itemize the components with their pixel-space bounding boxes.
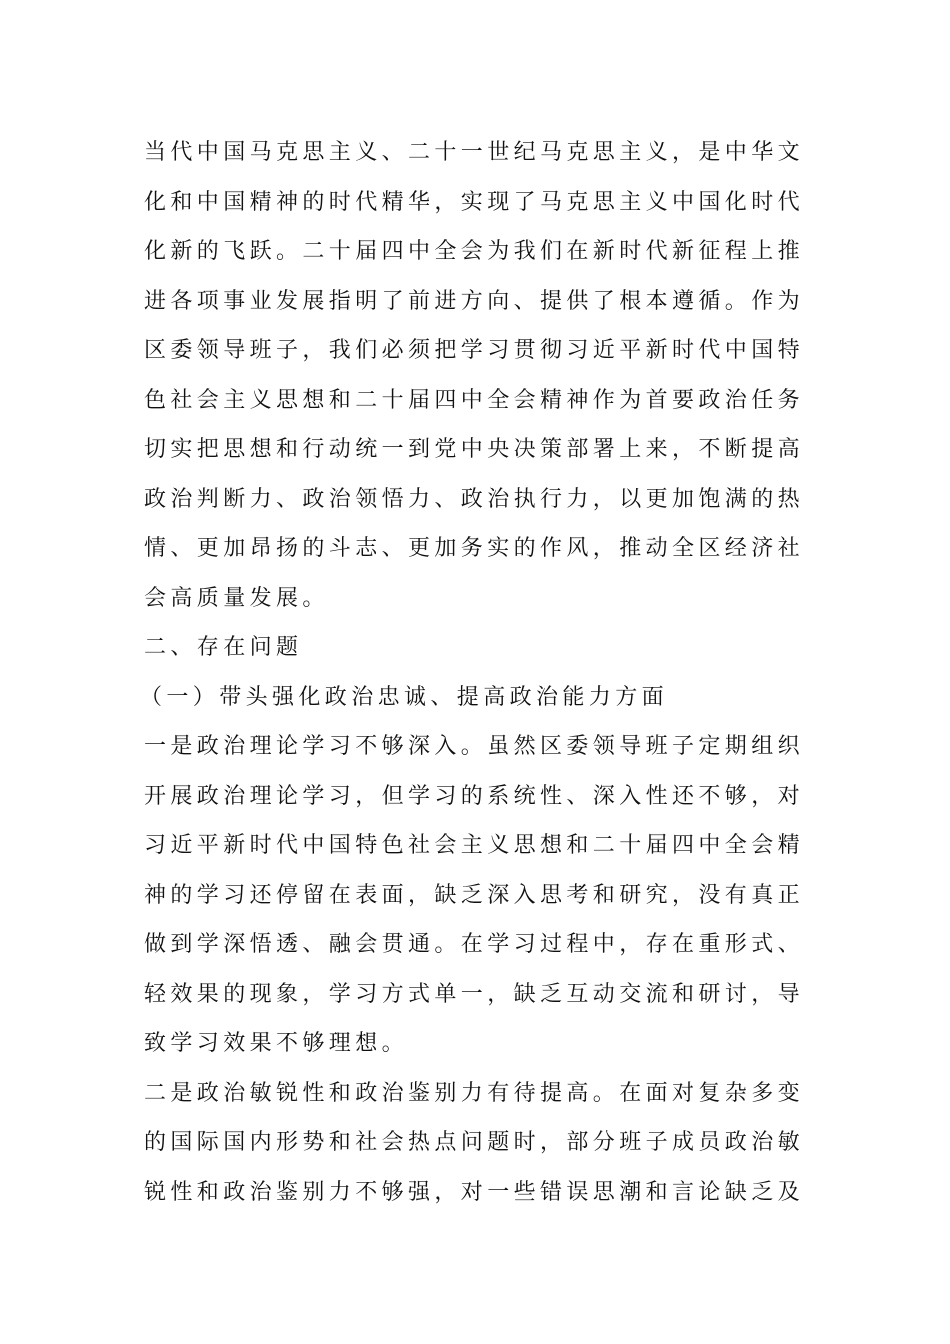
paragraph-intro bbox=[144, 128, 824, 623]
text-line: 化和中国精神的时代精华，实现了马克思主义中国化时代 bbox=[144, 189, 805, 215]
text-line: 情、更加昂扬的斗志、更加务实的作风，推动全区经济社 bbox=[144, 536, 805, 561]
text-line: 切实把思想和行动统一到党中央决策部署上来，不断提高 bbox=[144, 437, 805, 462]
paragraph-point-one bbox=[144, 722, 824, 1069]
text-line: 开展政治理论学习，但学习的系统性、深入性还不够，对 bbox=[144, 783, 805, 809]
text-line: 习近平新时代中国特色社会主义思想和二十届四中全会精 bbox=[144, 833, 805, 858]
text-line: 一是政治理论学习不够深入。虽然区委领导班子定期组织 bbox=[144, 734, 805, 759]
text-line: 致学习效果不够理想。 bbox=[144, 1031, 409, 1056]
text-line: 化新的飞跃。二十届四中全会为我们在新时代新征程上推 bbox=[144, 239, 805, 264]
text-line: 轻效果的现象，学习方式单一，缺乏互动交流和研讨，导 bbox=[144, 981, 805, 1007]
text-line: 进各项事业发展指明了前进方向、提供了根本遵循。作为 bbox=[144, 288, 805, 314]
heading-existing-problems: 二、存在问题 bbox=[144, 635, 303, 660]
text-line: 锐性和政治鉴别力不够强，对一些错误思潮和言论缺乏及 bbox=[144, 1179, 805, 1205]
document-body bbox=[140, 128, 824, 1217]
heading-political-loyalty: （一）带头强化政治忠诚、提高政治能力方面 bbox=[140, 684, 669, 710]
text-line: 二是政治敏锐性和政治鉴别力有待提高。在面对复杂多变 bbox=[144, 1080, 805, 1106]
text-line: 的国际国内形势和社会热点问题时，部分班子成员政治敏 bbox=[144, 1130, 805, 1155]
text-line: 神的学习还停留在表面，缺乏深入思考和研究，没有真正 bbox=[144, 882, 805, 908]
paragraph-point-two bbox=[144, 1069, 824, 1218]
text-line: 政治判断力、政治领悟力、政治执行力，以更加饱满的热 bbox=[144, 486, 805, 512]
text-line: 会高质量发展。 bbox=[144, 585, 329, 611]
section-heading bbox=[144, 623, 824, 673]
text-line: 做到学深悟透、融会贯通。在学习过程中，存在重形式、 bbox=[144, 932, 805, 957]
text-line: 色社会主义思想和二十届四中全会精神作为首要政治任务 bbox=[144, 387, 805, 413]
text-line: 区委领导班子，我们必须把学习贯彻习近平新时代中国特 bbox=[144, 338, 805, 363]
text-line: 当代中国马克思主义、二十一世纪马克思主义，是中华文 bbox=[144, 140, 805, 165]
subsection-heading bbox=[140, 673, 824, 723]
